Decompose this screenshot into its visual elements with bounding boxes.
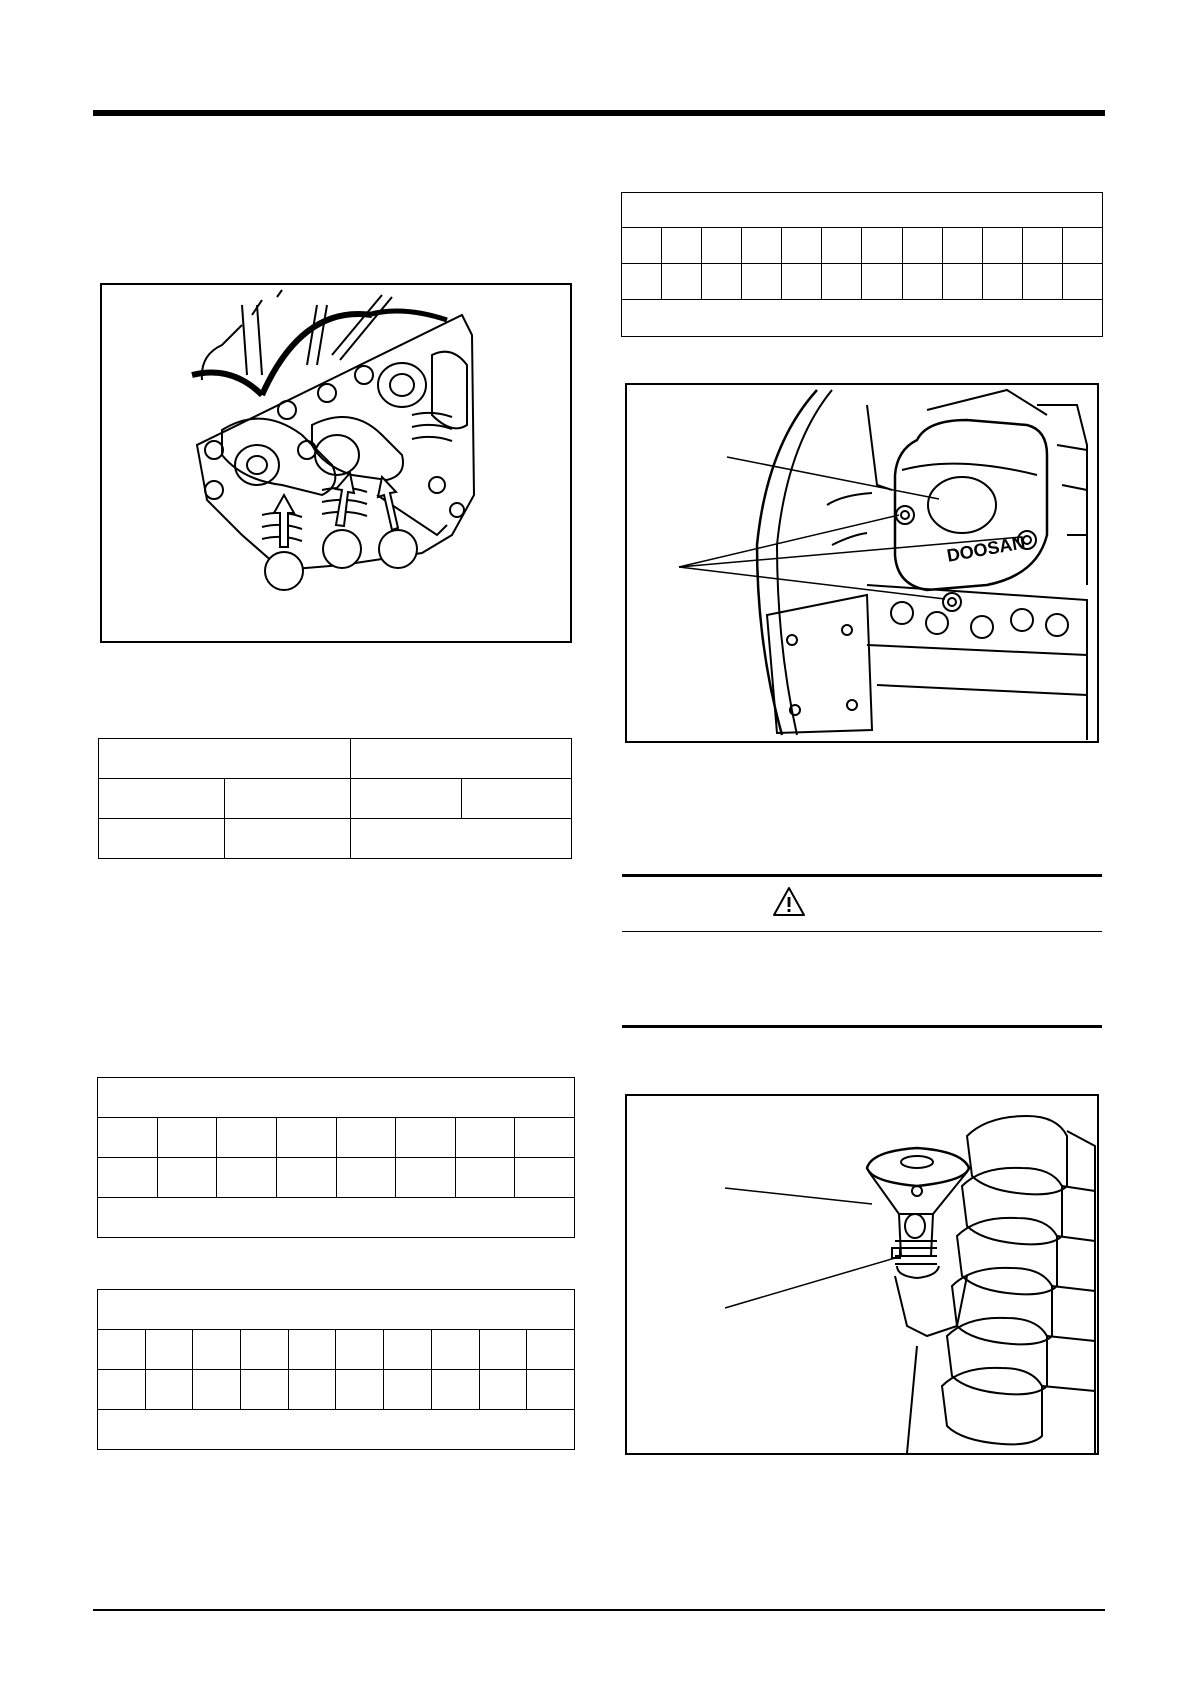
sequence-cell: [782, 228, 822, 264]
sequence-cell: [157, 1158, 217, 1198]
clearance-table: [98, 738, 572, 859]
sequence-cell: [193, 1370, 241, 1410]
clearance-header-left: [99, 739, 351, 779]
sequence-cell: [1062, 264, 1102, 300]
sequence-cell: [527, 1330, 575, 1370]
warning-bottom-rule: [622, 1025, 1102, 1028]
sequence-cell: [902, 228, 942, 264]
sequence-cell: [662, 264, 702, 300]
sequence-cell: [622, 228, 662, 264]
sequence-cell: [902, 264, 942, 300]
sequence-cell: [336, 1118, 396, 1158]
sequence-cell: [288, 1370, 336, 1410]
valve-rocker-figure: [100, 283, 572, 643]
sequence-cell: [431, 1370, 479, 1410]
clearance-cell: [99, 819, 225, 859]
cylinder-head-cover-illustration: [627, 385, 1097, 741]
sequence-cell: [742, 228, 782, 264]
sequence-cell: [98, 1370, 146, 1410]
sequence-table-c: [621, 192, 1103, 337]
sequence-cell: [98, 1330, 146, 1370]
clearance-cell: [225, 819, 351, 859]
oil-filler-figure: [625, 1094, 1099, 1455]
sequence-cell: [662, 228, 702, 264]
sequence-cell: [145, 1370, 193, 1410]
sequence-cell: [942, 264, 982, 300]
sequence-table-c-note: [622, 300, 1103, 337]
clearance-cell: [351, 779, 462, 819]
clearance-cell: [462, 779, 572, 819]
header-rule: [93, 110, 1105, 116]
sequence-cell: [622, 264, 662, 300]
clearance-cell: [351, 819, 572, 859]
sequence-cell: [396, 1118, 456, 1158]
footer-rule: [93, 1609, 1105, 1611]
sequence-cell: [98, 1158, 158, 1198]
sequence-table-b-note: [98, 1410, 575, 1450]
sequence-cell: [157, 1118, 217, 1158]
sequence-cell: [217, 1118, 277, 1158]
sequence-cell: [742, 264, 782, 300]
warning-triangle-icon: [772, 886, 806, 918]
sequence-cell: [1062, 228, 1102, 264]
oil-filler-illustration: [627, 1096, 1097, 1453]
cylinder-head-cover-figure: [625, 383, 1099, 743]
sequence-cell: [1022, 228, 1062, 264]
leader-lines: [725, 1188, 895, 1308]
warning-divider: [622, 931, 1102, 932]
sequence-cell: [336, 1330, 384, 1370]
sequence-table-a: [97, 1077, 575, 1238]
sequence-cell: [336, 1158, 396, 1198]
sequence-cell: [1022, 264, 1062, 300]
sequence-cell: [702, 228, 742, 264]
sequence-cell: [384, 1330, 432, 1370]
sequence-table-b-title: [98, 1290, 575, 1330]
clearance-header-right: [351, 739, 572, 779]
sequence-table-a-note: [98, 1198, 575, 1238]
sequence-cell: [288, 1330, 336, 1370]
sequence-cell: [527, 1370, 575, 1410]
sequence-table-a-title: [98, 1078, 575, 1118]
sequence-cell: [241, 1370, 289, 1410]
sequence-cell: [515, 1118, 575, 1158]
sequence-cell: [862, 264, 902, 300]
sequence-cell: [217, 1158, 277, 1198]
sequence-cell: [982, 228, 1022, 264]
sequence-cell: [396, 1158, 456, 1198]
clearance-cell: [99, 779, 225, 819]
sequence-cell: [276, 1118, 336, 1158]
sequence-cell: [982, 264, 1022, 300]
sequence-cell: [276, 1158, 336, 1198]
sequence-cell: [431, 1330, 479, 1370]
sequence-cell: [384, 1370, 432, 1410]
sequence-cell: [822, 264, 862, 300]
clearance-cell: [225, 779, 351, 819]
cover-brand-lettering: DOOSAN: [945, 532, 1027, 566]
sequence-cell: [193, 1330, 241, 1370]
sequence-cell: [862, 228, 902, 264]
sequence-cell: [98, 1118, 158, 1158]
sequence-cell: [822, 228, 862, 264]
sequence-cell: [702, 264, 742, 300]
sequence-cell: [336, 1370, 384, 1410]
sequence-cell: [479, 1330, 527, 1370]
sequence-cell: [241, 1330, 289, 1370]
valve-rocker-illustration: [102, 285, 570, 641]
sequence-cell: [515, 1158, 575, 1198]
sequence-cell: [782, 264, 822, 300]
sequence-cell: [455, 1118, 515, 1158]
sequence-cell: [145, 1330, 193, 1370]
sequence-cell: [479, 1370, 527, 1410]
sequence-table-c-title: [622, 193, 1103, 228]
warning-top-rule: [622, 874, 1102, 877]
sequence-cell: [942, 228, 982, 264]
sequence-cell: [455, 1158, 515, 1198]
sequence-table-b: [97, 1289, 575, 1450]
